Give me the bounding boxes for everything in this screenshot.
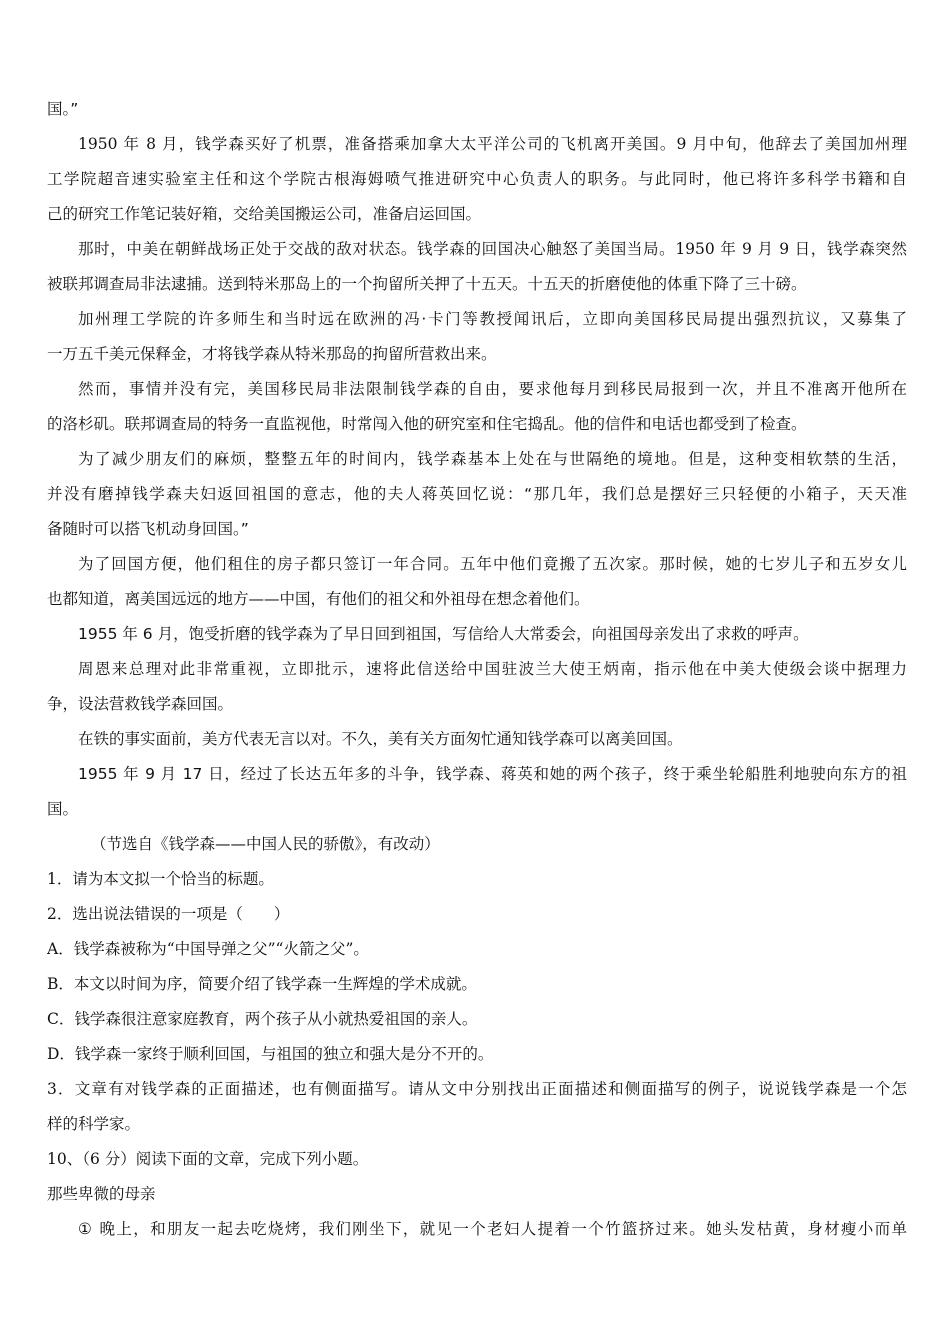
document-page [47, 92, 907, 1247]
text-line: 1955 年 6 月，饱受折磨的钱学森为了早日回到祖国，写信给人大常委会，向祖国母亲发出了求救的呼声。 [78, 625, 809, 643]
text-line: 2．选出说法错误的一项是（ ） [47, 905, 290, 923]
text-line: A．钱学森被称为“中国导弹之父”“火箭之父”。 [47, 940, 369, 958]
text-line: 1950 年 8 月，钱学森买好了机票，准备搭乘加拿大太平洋公司的飞机离开美国。9 月中旬，他辞去了美国加州理 [78, 135, 907, 153]
text-line: ① 晚上，和朋友一起去吃烧烤，我们刚坐下，就见一个老妇人提着一个竹篮挤过来。她头发枯黄，身材瘦小而单 [78, 1220, 907, 1238]
text-line: 被联邦调查局非法逮捕。送到特米那岛上的一个拘留所关押了十五天。十五天的折磨使他的体重下降了三十磅。 [47, 275, 807, 293]
text-line: 为了减少朋友们的麻烦，整整五年的时间内，钱学森基本上处在与世隔绝的境地。但是，这种变相软禁的生活， [78, 450, 907, 468]
text-line: 一万五千美元保释金，才将钱学森从特米那岛的拘留所营救出来。 [47, 345, 497, 363]
text-line: 备随时可以搭飞机动身回国。” [47, 520, 249, 538]
text-line: D．钱学森一家终于顺利回国，与祖国的独立和强大是分不开的。 [47, 1045, 494, 1063]
text-line: 工学院超音速实验室主任和这个学院古根海姆喷气推进研究中心负责人的职务。与此同时，他已将许多科学书籍和自 [47, 170, 907, 188]
text-line: （节选自《钱学森——中国人民的骄傲》，有改动） [91, 835, 440, 853]
text-line: 然而，事情并没有完，美国移民局非法限制钱学森的自由，要求他每月到移民局报到一次，并且不准离开他所在 [78, 380, 907, 398]
text-line: 国。” [47, 100, 79, 118]
text-line: 争，设法营救钱学森回国。 [47, 695, 234, 713]
text-line: 那时，中美在朝鲜战场正处于交战的敌对状态。钱学森的回国决心触怒了美国当局。1950 年 9 月 9 日，钱学森突然 [78, 240, 907, 258]
text-line: 的洛杉矶。联邦调查局的特务一直监视他，时常闯入他的研究室和住宅捣乱。他的信件和电话也都受到了检查。 [47, 415, 807, 433]
text-line: 在铁的事实面前，美方代表无言以对。不久，美有关方面匆忙通知钱学森可以离美回国。 [78, 730, 683, 748]
text-line: 己的研究工作笔记装好箱，交给美国搬运公司，准备启运回国。 [47, 205, 482, 223]
text-line: 3．文章有对钱学森的正面描述，也有侧面描写。请从文中分别找出正面描述和侧面描写的例子，说说钱学森是一个怎 [47, 1080, 907, 1098]
text-line: 1．请为本文拟一个恰当的标题。 [47, 870, 274, 888]
text-line: 1955 年 9 月 17 日，经过了长达五年多的斗争，钱学森、蒋英和她的两个孩子，终于乘坐轮船胜利地驶向东方的祖 [78, 765, 907, 783]
text-line: C．钱学森很注意家庭教育，两个孩子从小就热爱祖国的亲人。 [47, 1010, 478, 1028]
text-line: 周恩来总理对此非常重视，立即批示，速将此信送给中国驻波兰大使王炳南，指示他在中美大使级会谈中据理力 [78, 660, 907, 678]
text-line: 也都知道，离美国远远的地方——中国，有他们的祖父和外祖母在想念着他们。 [47, 590, 590, 608]
text-line: 加州理工学院的许多师生和当时远在欧洲的冯·卡门等教授闻讯后，立即向美国移民局提出强烈抗议，又募集了 [78, 310, 907, 328]
text-line: 并没有磨掉钱学森夫妇返回祖国的意志，他的夫人蒋英回忆说：“那几年，我们总是摆好三只轻便的小箱子，天天准 [47, 485, 907, 503]
text-line: 国。 [47, 800, 79, 818]
text-line: 为了回国方便，他们租住的房子都只签订一年合同。五年中他们竟搬了五次家。那时候，她的七岁儿子和五岁女儿 [78, 555, 907, 573]
text-line: 那些卑微的母亲 [47, 1185, 156, 1203]
text-line: 样的科学家。 [47, 1115, 141, 1133]
text-line: 10、（6 分）阅读下面的文章，完成下列小题。 [47, 1150, 369, 1168]
text-line: B．本文以时间为序，简要介绍了钱学森一生辉煌的学术成就。 [47, 975, 477, 993]
